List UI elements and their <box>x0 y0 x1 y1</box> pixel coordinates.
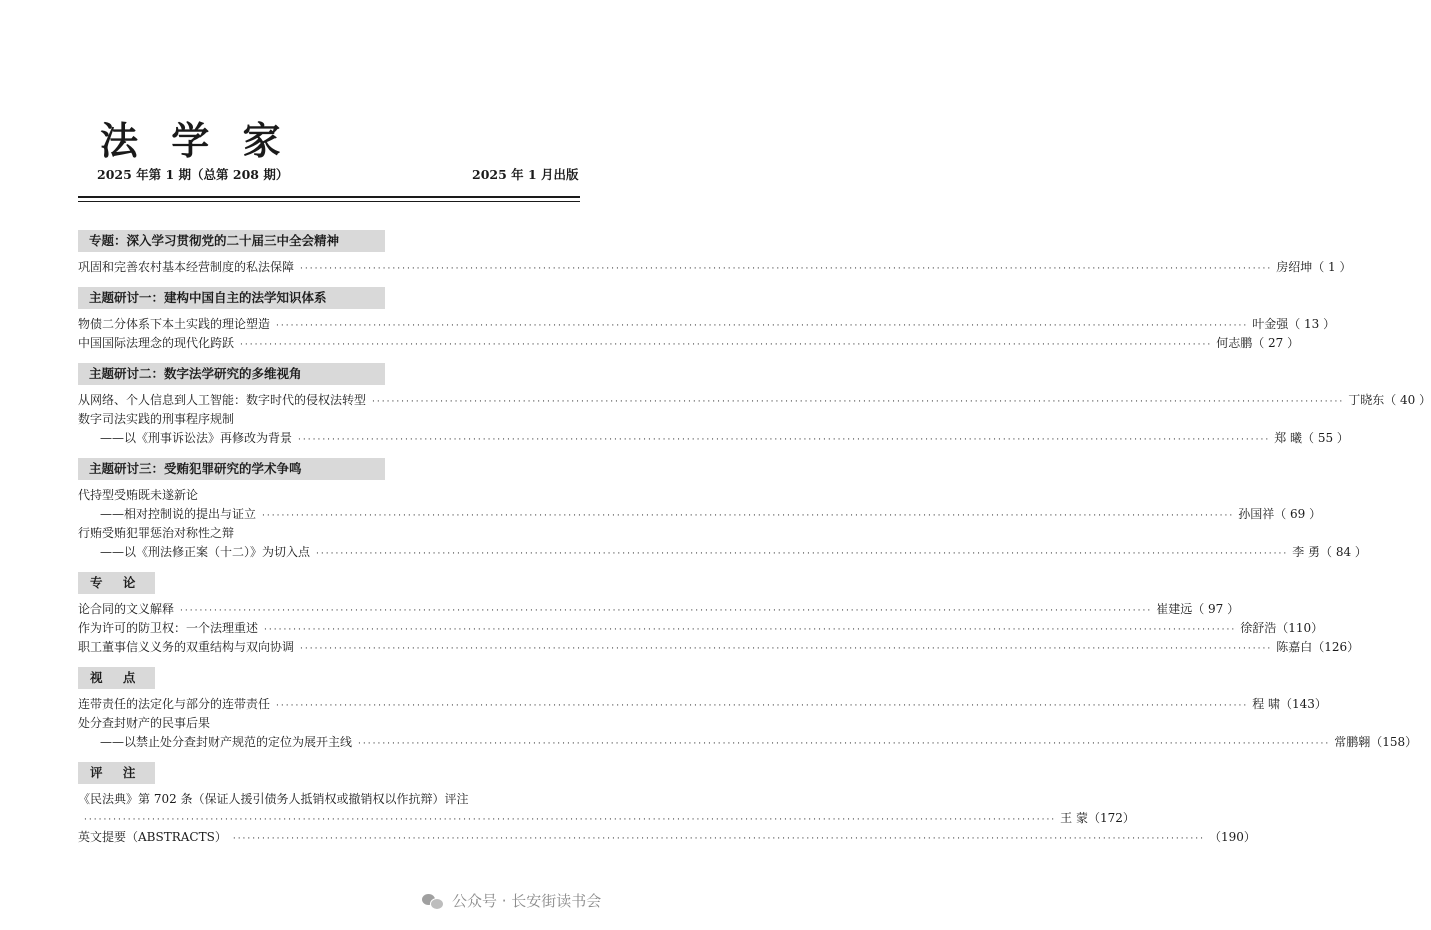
article-title: 作为许可的防卫权：一个法理重述 <box>78 621 259 635</box>
watermark <box>422 890 601 911</box>
author: 徐舒浩 <box>1240 621 1277 635</box>
page-number: （158） <box>1370 735 1418 749</box>
article-title: 连带责任的法定化与部分的连带责任 <box>78 697 271 711</box>
toc-entry <box>78 619 1324 638</box>
page-number: （172） <box>1088 811 1135 825</box>
article-title: 行贿受贿犯罪惩治对称性之辩 <box>78 526 235 540</box>
article-title: 从网络、个人信息到人工智能：数字时代的侵权法转型 <box>78 393 367 407</box>
section-heading: 主题研讨一：建构中国自主的法学知识体系 <box>78 287 385 309</box>
leader-dots: ········································································································································································································ <box>264 625 1237 635</box>
header-rule <box>78 196 580 198</box>
author: 陈嘉白 <box>1276 640 1313 654</box>
author: 何志鹏 <box>1216 336 1253 350</box>
author: 王 蒙 <box>1060 811 1088 825</box>
toc-entry <box>78 733 1418 752</box>
leader-dots: ········································································································································································································ <box>358 739 1331 749</box>
toc-entry <box>78 315 1336 334</box>
page-number: （ 27 ） <box>1252 336 1300 350</box>
header-rule-thin <box>78 201 580 202</box>
page-number: （ 97 ） <box>1192 602 1240 616</box>
page-number: （ 13 ） <box>1288 317 1336 331</box>
article-subtitle: ——相对控制说的提出与证立 <box>100 507 257 521</box>
toc-entry <box>78 638 1360 657</box>
leader-dots: ········································································································································································································ <box>180 606 1153 616</box>
section-heading: 专题：深入学习贯彻党的二十届三中全会精神 <box>78 230 385 252</box>
issue-number: 2025 年第 1 期（总第 208 期） <box>97 167 289 182</box>
article-title: 英文提要（ABSTRACTS） <box>78 830 227 844</box>
page-number: （ 55 ） <box>1302 431 1349 445</box>
watermark-text: 公众号 · 长安街读书会 <box>452 892 602 910</box>
author: 崔建远 <box>1156 602 1193 616</box>
leader-dots: ········································································································································································································ <box>300 264 1273 274</box>
article-title: 《民法典》第 702 条（保证人援引债务人抵销权或撤销权以作抗辩）评注 <box>78 792 469 806</box>
author: 郑 曦 <box>1274 431 1303 445</box>
section-heading: 评 注 <box>78 762 155 784</box>
leader-dots: ········································································································································································································ <box>84 815 1057 825</box>
article-title: 中国国际法理念的现代化跨跃 <box>78 336 235 350</box>
leader-dots: ········································································································································································································ <box>240 340 1213 350</box>
toc-entry <box>78 334 1300 353</box>
author: 李 勇 <box>1292 545 1321 559</box>
toc-entry <box>78 258 1352 277</box>
author: 程 啸 <box>1252 697 1281 711</box>
article-title: 职工董事信义义务的双重结构与双向协调 <box>78 640 295 654</box>
page-number: （126） <box>1312 640 1360 654</box>
toc-entry <box>78 429 1349 448</box>
page-number: （143） <box>1280 697 1327 711</box>
section-heading: 专 论 <box>78 572 155 594</box>
toc-entry <box>78 543 1367 562</box>
leader-dots: ········································································································································································································ <box>298 435 1271 445</box>
toc-entry <box>78 695 1327 714</box>
article-subtitle: ——以《刑事诉讼法》再修改为背景 <box>100 431 293 445</box>
page-number: （ 84 ） <box>1320 545 1367 559</box>
author: 叶金强 <box>1252 317 1289 331</box>
toc-entry <box>78 505 1322 524</box>
article-title: 代持型受贿既未遂新论 <box>78 488 199 502</box>
section-heading: 主题研讨三：受贿犯罪研究的学术争鸣 <box>78 458 385 480</box>
toc-entry <box>78 809 1135 828</box>
section-heading: 视 点 <box>78 667 155 689</box>
leader-dots: ········································································································································································································ <box>262 511 1235 521</box>
article-subtitle: ——以《刑法修正案（十二）》为切入点 <box>100 545 311 559</box>
page-number: （ 40 ） <box>1384 393 1431 407</box>
toc-entry <box>78 828 1256 847</box>
page-number: （ 1 ） <box>1312 260 1352 274</box>
author: 房绍坤 <box>1276 260 1313 274</box>
article-title: 巩固和完善农村基本经营制度的私法保障 <box>78 260 295 274</box>
author: 常鹏翱 <box>1334 735 1371 749</box>
article-subtitle: ——以禁止处分查封财产规范的定位为展开主线 <box>100 735 353 749</box>
author: 孙国祥 <box>1238 507 1275 521</box>
leader-dots: ········································································································································································································ <box>300 644 1273 654</box>
article-title: 论合同的文义解释 <box>78 602 175 616</box>
leader-dots: ········································································································································································································ <box>276 321 1249 331</box>
page-number: （190） <box>1209 830 1256 844</box>
toc-entry <box>78 600 1240 619</box>
leader-dots: ········································································································································································································ <box>316 549 1289 559</box>
toc-entry <box>78 391 1431 410</box>
publish-date: 2025 年 1 月出版 <box>472 167 579 182</box>
article-title: 物债二分体系下本土实践的理论塑造 <box>78 317 271 331</box>
leader-dots: ········································································································································································································ <box>372 397 1345 407</box>
section-heading: 主题研讨二：数字法学研究的多维视角 <box>78 363 385 385</box>
leader-dots: ········································································································································································································ <box>232 834 1205 844</box>
leader-dots: ········································································································································································································ <box>276 701 1249 711</box>
page-number: （ 69 ） <box>1274 507 1322 521</box>
article-title: 处分查封财产的民事后果 <box>78 716 211 730</box>
table-of-contents <box>78 224 1431 851</box>
author: 丁晓东 <box>1348 393 1385 407</box>
journal-title: 法 学 家 <box>100 118 291 163</box>
wechat-icon <box>422 893 444 909</box>
article-title: 数字司法实践的刑事程序规制 <box>78 412 235 426</box>
page-number: （110） <box>1276 621 1324 635</box>
